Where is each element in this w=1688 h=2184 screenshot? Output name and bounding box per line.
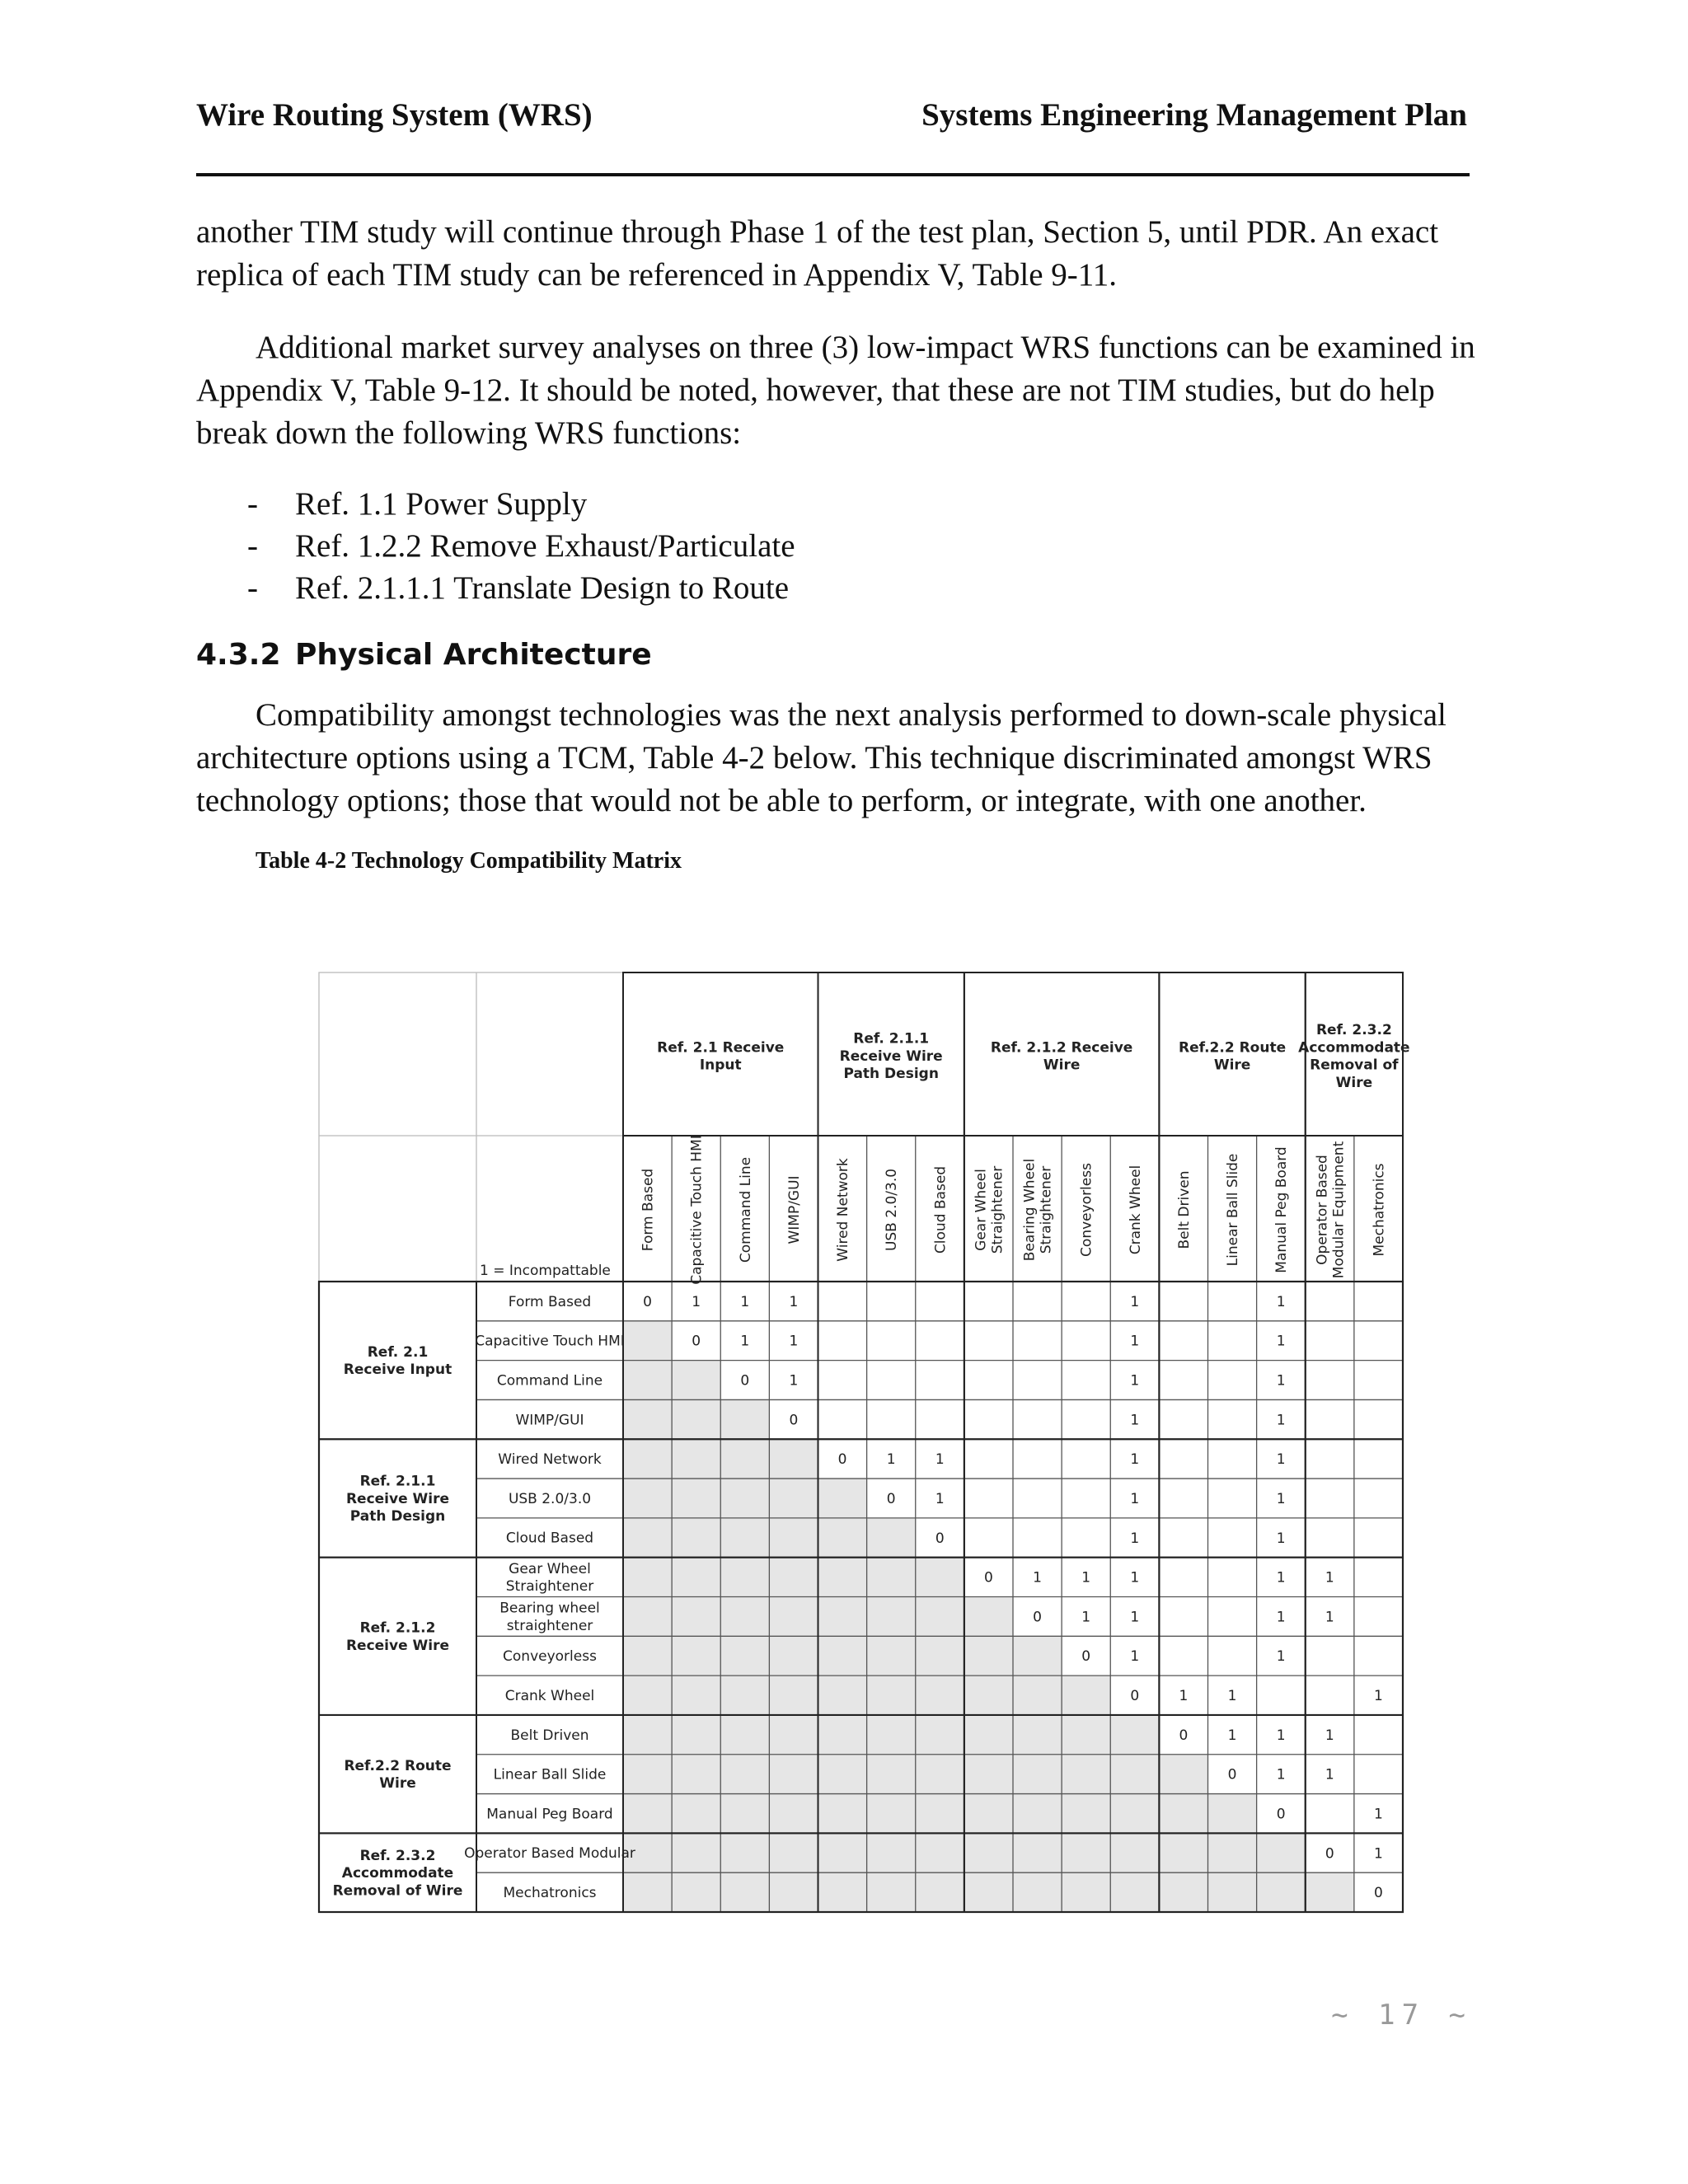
matrix-cell-value: 1 [1130, 1412, 1140, 1429]
list-item-text: Ref. 1.1 Power Supply [295, 486, 588, 522]
matrix-shaded-cell [1013, 1715, 1062, 1755]
page-number: ~ 17 ~ [1331, 1999, 1472, 2032]
column-group-header: Ref. 2.1.1 Receive Wire Path Design [839, 1030, 943, 1083]
list-item-text: Ref. 2.1.1.1 Translate Design to Route [295, 570, 790, 606]
matrix-shaded-cell [1208, 1794, 1257, 1834]
row-group-label: Ref. 2.1.1 Receive Wire Path Design [345, 1473, 450, 1526]
matrix-cell-value: 1 [1276, 1766, 1286, 1783]
matrix-cell-value: 1 [1325, 1569, 1334, 1586]
column-header: Form Based [640, 1168, 657, 1252]
row-header: Bearing wheel straightener [499, 1600, 600, 1634]
matrix-shaded-cell [623, 1675, 672, 1715]
matrix-shaded-cell [867, 1675, 916, 1715]
matrix-cell-value: 1 [1033, 1569, 1042, 1586]
matrix-cell-value: 1 [1374, 1806, 1383, 1823]
matrix-shaded-cell [769, 1715, 818, 1755]
list-item-text: Ref. 1.2.2 Remove Exhaust/Particulate [295, 528, 795, 564]
matrix-shaded-cell [1159, 1833, 1207, 1872]
matrix-shaded-cell [769, 1439, 818, 1479]
matrix-cell-value: 1 [1325, 1766, 1334, 1783]
matrix-shaded-cell [1013, 1636, 1062, 1675]
row-header: Manual Peg Board [486, 1806, 613, 1823]
matrix-shaded-cell [818, 1636, 867, 1675]
bullet-marker: - [247, 486, 258, 522]
column-header: Linear Ball Slide [1225, 1153, 1242, 1267]
matrix-corner-box [319, 972, 623, 1282]
matrix-shaded-cell [672, 1794, 720, 1834]
column-group-header: Ref.2.2 Route Wire [1179, 1039, 1287, 1074]
matrix-shaded-cell [964, 1872, 1013, 1912]
matrix-shaded-cell [916, 1558, 964, 1597]
matrix-shaded-cell [623, 1361, 672, 1400]
matrix-cell-value: 0 [1325, 1845, 1334, 1863]
row-header: Operator Based Modular [464, 1845, 635, 1863]
matrix-shaded-cell [720, 1518, 769, 1558]
matrix-shaded-cell [1062, 1794, 1110, 1834]
matrix-shaded-cell [867, 1794, 916, 1834]
matrix-cell-value: 1 [886, 1451, 896, 1469]
matrix-shaded-cell [1257, 1833, 1306, 1872]
matrix-cell-value: 0 [935, 1530, 945, 1547]
matrix-shaded-cell [623, 1479, 672, 1518]
matrix-cell-value: 1 [1374, 1845, 1383, 1863]
matrix-shaded-cell [1110, 1872, 1159, 1912]
matrix-cell-value: 0 [789, 1412, 799, 1429]
matrix-shaded-cell [964, 1794, 1013, 1834]
matrix-shaded-cell [623, 1872, 672, 1912]
matrix-shaded-cell [720, 1558, 769, 1597]
matrix-shaded-cell [916, 1833, 964, 1872]
matrix-shaded-cell [1062, 1755, 1110, 1794]
matrix-shaded-cell [867, 1755, 916, 1794]
matrix-shaded-cell [818, 1479, 867, 1518]
matrix-shaded-cell [1110, 1794, 1159, 1834]
column-header: Bearing WheelStraightener [1021, 1158, 1055, 1262]
matrix-shaded-cell [769, 1479, 818, 1518]
matrix-shaded-cell [818, 1558, 867, 1597]
column-header: Command Line [737, 1156, 754, 1263]
matrix-shaded-cell [867, 1518, 916, 1558]
matrix-cell-value: 1 [1276, 1569, 1286, 1586]
row-header: Linear Ball Slide [493, 1766, 607, 1783]
bullet-marker: - [247, 528, 258, 564]
matrix-shaded-cell [720, 1597, 769, 1637]
matrix-cell-value: 1 [1276, 1333, 1286, 1350]
matrix-shaded-cell [1062, 1675, 1110, 1715]
matrix-shaded-cell [769, 1597, 818, 1637]
column-group-header: Ref. 2.3.2 Accommodate Removal of Wire [1298, 1022, 1410, 1091]
column-header: Belt Driven [1175, 1170, 1193, 1249]
matrix-shaded-cell [623, 1755, 672, 1794]
matrix-cell-value: 1 [1227, 1688, 1237, 1705]
matrix-shaded-cell [623, 1597, 672, 1637]
row-header: Mechatronics [503, 1885, 597, 1902]
matrix-cell-value: 0 [692, 1333, 701, 1350]
matrix-shaded-cell [867, 1636, 916, 1675]
section-title: Physical Architecture [295, 638, 652, 672]
matrix-cell-value: 1 [1130, 1648, 1140, 1666]
matrix-shaded-cell [623, 1636, 672, 1675]
matrix-shaded-cell [623, 1715, 672, 1755]
matrix-shaded-cell [916, 1755, 964, 1794]
matrix-shaded-cell [1208, 1872, 1257, 1912]
paragraph-market-survey: Additional market survey analyses on three (3) low-impact WRS functions can be examined in Appendix V, Table 9-12. It should be noted, however, that these are not TIM studies, but do help break down the following WRS functions: [196, 330, 1475, 451]
paragraph-compatibility: Compatibility amongst technologies was the next analysis performed to down-scale physical architecture options using a TCM, Table 4-2 below. This technique discriminated amongst WRS technology options; those that would not be able to perform, or integrate, with one another. [196, 697, 1447, 818]
matrix-cell-value: 0 [1276, 1806, 1286, 1823]
matrix-shaded-cell [1062, 1715, 1110, 1755]
column-header: Gear WheelStraightener [973, 1165, 1006, 1254]
matrix-cell-value: 0 [1033, 1609, 1042, 1626]
row-header: Belt Driven [510, 1727, 589, 1744]
matrix-cell-value: 1 [789, 1333, 799, 1350]
matrix-cell-value: 1 [692, 1293, 701, 1310]
matrix-shaded-cell [720, 1872, 769, 1912]
matrix-shaded-cell [672, 1439, 720, 1479]
matrix-shaded-cell [867, 1872, 916, 1912]
matrix-shaded-cell [916, 1636, 964, 1675]
matrix-cell-value: 1 [1130, 1490, 1140, 1507]
matrix-shaded-cell [964, 1755, 1013, 1794]
matrix-shaded-cell [1013, 1794, 1062, 1834]
matrix-shaded-cell [720, 1675, 769, 1715]
matrix-shaded-cell [1013, 1675, 1062, 1715]
section-number: 4.3.2 [196, 638, 281, 672]
matrix-shaded-cell [964, 1833, 1013, 1872]
matrix-cell-value: 1 [1276, 1293, 1286, 1310]
row-header: Cloud Based [505, 1530, 594, 1547]
matrix-shaded-cell [672, 1399, 720, 1439]
matrix-cell-value: 1 [1130, 1609, 1140, 1626]
matrix-cell-value: 0 [1374, 1885, 1383, 1902]
matrix-shaded-cell [769, 1558, 818, 1597]
matrix-cell-value: 1 [1276, 1648, 1286, 1666]
column-header: Mechatronics [1371, 1163, 1388, 1257]
matrix-shaded-cell [623, 1558, 672, 1597]
matrix-shaded-cell [623, 1794, 672, 1834]
matrix-legend: 1 = Incompattable [480, 1263, 611, 1279]
row-header: USB 2.0/3.0 [508, 1490, 592, 1507]
matrix-shaded-cell [818, 1755, 867, 1794]
matrix-cell-value: 0 [837, 1451, 847, 1469]
matrix-shaded-cell [623, 1399, 672, 1439]
row-header: Form Based [508, 1293, 592, 1310]
matrix-cell-value: 0 [984, 1569, 993, 1586]
matrix-shaded-cell [1159, 1794, 1207, 1834]
matrix-cell-value: 1 [1276, 1412, 1286, 1429]
matrix-shaded-cell [818, 1675, 867, 1715]
matrix-cell-value: 1 [1374, 1688, 1383, 1705]
matrix-shaded-cell [916, 1872, 964, 1912]
matrix-shaded-cell [1013, 1872, 1062, 1912]
matrix-shaded-cell [769, 1636, 818, 1675]
matrix-shaded-cell [1013, 1833, 1062, 1872]
column-header: Wired Network [835, 1158, 852, 1262]
matrix-shaded-cell [818, 1597, 867, 1637]
matrix-cell-value: 1 [1130, 1372, 1140, 1390]
matrix-shaded-cell [916, 1715, 964, 1755]
matrix-cell-value: 1 [935, 1490, 945, 1507]
row-header: Crank Wheel [504, 1687, 595, 1704]
matrix-shaded-cell [769, 1675, 818, 1715]
matrix-cell-value: 0 [1130, 1688, 1140, 1705]
row-header: WIMP/GUI [515, 1412, 584, 1429]
matrix-shaded-cell [818, 1518, 867, 1558]
matrix-shaded-cell [867, 1558, 916, 1597]
matrix-cell-value: 0 [740, 1372, 750, 1390]
matrix-cell-value: 0 [1227, 1766, 1237, 1783]
header-right-title: Systems Engineering Management Plan [921, 97, 1467, 133]
matrix-shaded-cell [916, 1675, 964, 1715]
column-header: Operator BasedModular Equipment [1314, 1141, 1348, 1279]
column-header: WIMP/GUI [785, 1175, 803, 1244]
bullet-marker: - [247, 570, 258, 606]
matrix-shaded-cell [672, 1872, 720, 1912]
matrix-shaded-cell [672, 1715, 720, 1755]
matrix-cell-value: 0 [886, 1490, 896, 1507]
matrix-cell-value: 1 [1276, 1451, 1286, 1469]
matrix-shaded-cell [867, 1715, 916, 1755]
matrix-cell-value: 1 [1276, 1490, 1286, 1507]
matrix-shaded-cell [769, 1794, 818, 1834]
matrix-shaded-cell [720, 1715, 769, 1755]
matrix-shaded-cell [1013, 1755, 1062, 1794]
matrix-shaded-cell [964, 1715, 1013, 1755]
matrix-shaded-cell [672, 1558, 720, 1597]
matrix-shaded-cell [720, 1439, 769, 1479]
matrix-shaded-cell [623, 1321, 672, 1361]
matrix-shaded-cell [964, 1636, 1013, 1675]
matrix-cell-value: 1 [1276, 1609, 1286, 1626]
matrix-shaded-cell [623, 1518, 672, 1558]
matrix-cell-value: 1 [1130, 1530, 1140, 1547]
matrix-shaded-cell [720, 1755, 769, 1794]
row-group-label: Ref.2.2 Route Wire [344, 1757, 452, 1793]
matrix-shaded-cell [818, 1833, 867, 1872]
matrix-shaded-cell [916, 1597, 964, 1637]
matrix-cell-value: 1 [740, 1293, 750, 1310]
matrix-cell-value: 1 [1276, 1727, 1286, 1744]
matrix-cell-value: 1 [1276, 1372, 1286, 1390]
matrix-shaded-cell [1306, 1872, 1354, 1912]
matrix-shaded-cell [672, 1636, 720, 1675]
row-group-label: Ref. 2.1.2 Receive Wire [345, 1619, 450, 1654]
column-header: Manual Peg Board [1273, 1146, 1291, 1273]
matrix-shaded-cell [818, 1872, 867, 1912]
matrix-shaded-cell [818, 1715, 867, 1755]
matrix-cell-value: 1 [1179, 1688, 1189, 1705]
matrix-shaded-cell [1257, 1872, 1306, 1912]
column-header: Crank Wheel [1127, 1165, 1144, 1255]
matrix-shaded-cell [623, 1439, 672, 1479]
matrix-cell-value: 1 [1081, 1609, 1091, 1626]
matrix-shaded-cell [720, 1833, 769, 1872]
column-header: Cloud Based [932, 1165, 950, 1254]
column-group-header: Ref. 2.1.2 Receive Wire [990, 1039, 1133, 1074]
row-header: Conveyorless [503, 1648, 597, 1666]
row-header: Wired Network [498, 1451, 602, 1469]
matrix-shaded-cell [720, 1479, 769, 1518]
matrix-cell-value: 1 [1130, 1333, 1140, 1350]
column-header: Conveyorless [1078, 1163, 1095, 1257]
matrix-shaded-cell [672, 1597, 720, 1637]
matrix-cell-value: 1 [1227, 1727, 1237, 1744]
matrix-shaded-cell [1062, 1833, 1110, 1872]
matrix-shaded-cell [1159, 1755, 1207, 1794]
matrix-cell-value: 1 [1130, 1569, 1140, 1586]
matrix-shaded-cell [672, 1479, 720, 1518]
row-group-label: Ref. 2.1 Receive Input [343, 1343, 452, 1379]
matrix-shaded-cell [720, 1636, 769, 1675]
matrix-cell-value: 1 [1276, 1530, 1286, 1547]
column-header: Capacitive Touch HMI [688, 1135, 706, 1285]
matrix-shaded-cell [769, 1872, 818, 1912]
matrix-shaded-cell [769, 1755, 818, 1794]
matrix-shaded-cell [1110, 1755, 1159, 1794]
matrix-shaded-cell [1062, 1872, 1110, 1912]
matrix-shaded-cell [672, 1833, 720, 1872]
matrix-cell-value: 1 [789, 1372, 799, 1390]
matrix-shaded-cell [672, 1518, 720, 1558]
matrix-shaded-cell [672, 1675, 720, 1715]
matrix-shaded-cell [1110, 1715, 1159, 1755]
row-header: Command Line [496, 1372, 603, 1390]
matrix-cell-value: 1 [1325, 1609, 1334, 1626]
matrix-shaded-cell [867, 1833, 916, 1872]
matrix-shaded-cell [1110, 1833, 1159, 1872]
column-header: USB 2.0/3.0 [884, 1168, 901, 1252]
matrix-shaded-cell [672, 1755, 720, 1794]
matrix-cell-value: 1 [740, 1333, 750, 1350]
matrix-shaded-cell [769, 1518, 818, 1558]
matrix-shaded-cell [867, 1597, 916, 1637]
matrix-cell-value: 1 [1325, 1727, 1334, 1744]
matrix-shaded-cell [964, 1597, 1013, 1637]
matrix-cell-value: 1 [789, 1293, 799, 1310]
header-left-title: Wire Routing System (WRS) [196, 97, 593, 133]
row-group-label: Ref. 2.3.2 Accommodate Removal of Wire [332, 1847, 463, 1900]
matrix-shaded-cell [818, 1794, 867, 1834]
matrix-cell-value: 1 [1081, 1569, 1091, 1586]
matrix-shaded-cell [964, 1675, 1013, 1715]
matrix-cell-value: 1 [1130, 1451, 1140, 1469]
row-header: Capacitive Touch HMI [475, 1333, 625, 1350]
matrix-cell-value: 0 [1081, 1648, 1091, 1666]
table-caption: Table 4-2 Technology Compatibility Matrix [256, 848, 682, 874]
matrix-shaded-cell [769, 1833, 818, 1872]
matrix-shaded-cell [672, 1361, 720, 1400]
paragraph-tim-study: another TIM study will continue through Phase 1 of the test plan, Section 5, until PDR. An exact replica of each TIM study can be referenced in Appendix V, Table 9-11. [196, 214, 1439, 293]
matrix-shaded-cell [916, 1794, 964, 1834]
matrix-cell-value: 0 [643, 1293, 652, 1310]
matrix-shaded-cell [720, 1794, 769, 1834]
matrix-shaded-cell [1159, 1872, 1207, 1912]
matrix-cell-value: 0 [1179, 1727, 1189, 1744]
column-group-header: Ref. 2.1 Receive Input [657, 1039, 785, 1074]
row-header: Gear Wheel Straightener [505, 1560, 594, 1596]
matrix-shaded-cell [720, 1399, 769, 1439]
matrix-cell-value: 1 [1130, 1293, 1140, 1310]
matrix-cell-value: 1 [935, 1451, 945, 1469]
matrix-shaded-cell [1208, 1833, 1257, 1872]
